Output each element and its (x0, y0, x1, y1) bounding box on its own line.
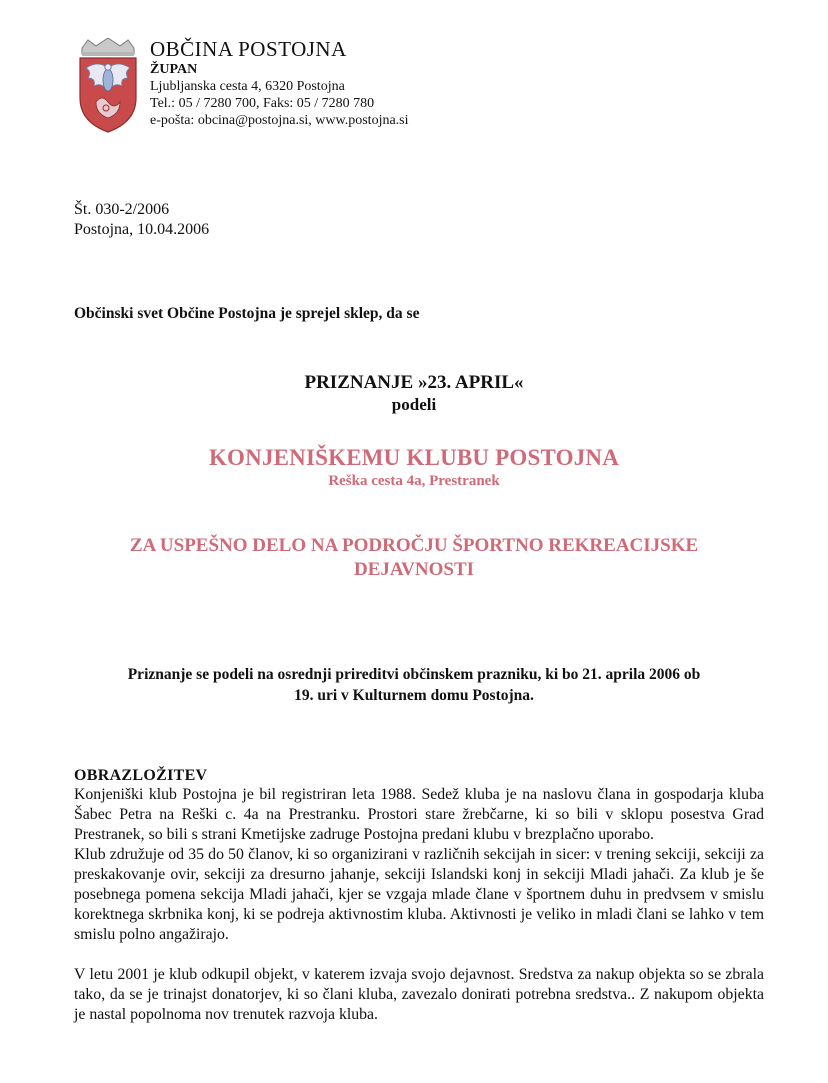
award-block (40, 372, 788, 416)
explanation-section (74, 766, 764, 1025)
ceremony-line-1: Priznanje se podeli na osrednji prireditvi občinskem prazniku, ki bo 21. aprila 2006 ob (127, 666, 701, 683)
reason-line-2: DEJAVNOSTI (353, 559, 475, 580)
explanation-heading: OBRAZLOŽITEV (74, 767, 208, 784)
address-line: Ljubljanska cesta 4, 6320 Postojna (150, 79, 345, 94)
intro-sentence: Občinski svet Občine Postojna je sprejel sklep, da se (74, 305, 420, 322)
phone-line: Tel.: 05 / 7280 700, Faks: 05 / 7280 780 (150, 96, 375, 111)
recipient-block (40, 444, 788, 490)
reason-block (40, 534, 788, 582)
ceremony-note (70, 664, 758, 706)
award-verb: podeli (391, 395, 437, 414)
explanation-paragraph-3: V letu 2001 je klub odkupil objekt, v katerem izvaja svojo dejavnost. Sredstva za nakup objekta so se zbrala tako, da se je trinajst donatorjev, ki so člani kluba, zavezalo donirati potrebna sredstva.. Z nakupom objekta je nastal popolnoma nov trenutek razvoja kluba. (74, 966, 764, 1023)
recipient-name: KONJENIŠKEMU KLUBU POSTOJNA (208, 445, 620, 470)
explanation-paragraph-2: Klub združuje od 35 do 50 članov, ki so organizirani v različnih sekcijah in sicer: v trening sekciji, sekciji za preskakovanje ovir, sekciji za dresurno jahanje, sekciji Islandski konj in sekciji Mladi jahači. Za klub je še posebnega pomena sekcija Mladi jahači, kjer se vzgaja mlade člane v športnem duhu in predvsem v smislu korektnega skrbnika konj, ki se podreja aktivnostim kluba. Aktivnosti je veliko in mladi člani se lahko v tem smislu polno angažirajo. (74, 846, 764, 943)
ceremony-line-2: 19. uri v Kulturnem domu Postojna. (294, 687, 534, 704)
municipality-title: OBČINA POSTOJNA (150, 37, 347, 61)
email-line: e-pošta: obcina@postojna.si, www.postojna.si (150, 113, 409, 128)
reason-line-1: ZA USPEŠNO DELO NA PODROČJU ŠPORTNO REKREACIJSKE (129, 535, 699, 556)
letterhead (150, 36, 670, 129)
recipient-address: Reška cesta 4a, Prestranek (328, 473, 500, 489)
coat-of-arms-icon (76, 38, 140, 134)
reference-number: Št. 030-2/2006 (74, 201, 170, 218)
explanation-paragraph-1: Konjeniški klub Postojna je bil registriran leta 1988. Sedež kluba je na naslovu člana in gospodarja kluba Šabec Petra na Reški c. 4a na Prestranku. Prostori stare žrebčarne, ki so bili v sklopu posestva Grad Prestranek, so bili s strani Kmetijske zadruge Postojna predani klubu v brezplačno uporabo. (74, 786, 764, 843)
place-date: Postojna, 10.04.2006 (74, 221, 210, 238)
reference-block (74, 200, 209, 240)
award-title: PRIZNANJE »23. APRIL« (304, 372, 524, 393)
office-label: ŽUPAN (150, 62, 198, 77)
